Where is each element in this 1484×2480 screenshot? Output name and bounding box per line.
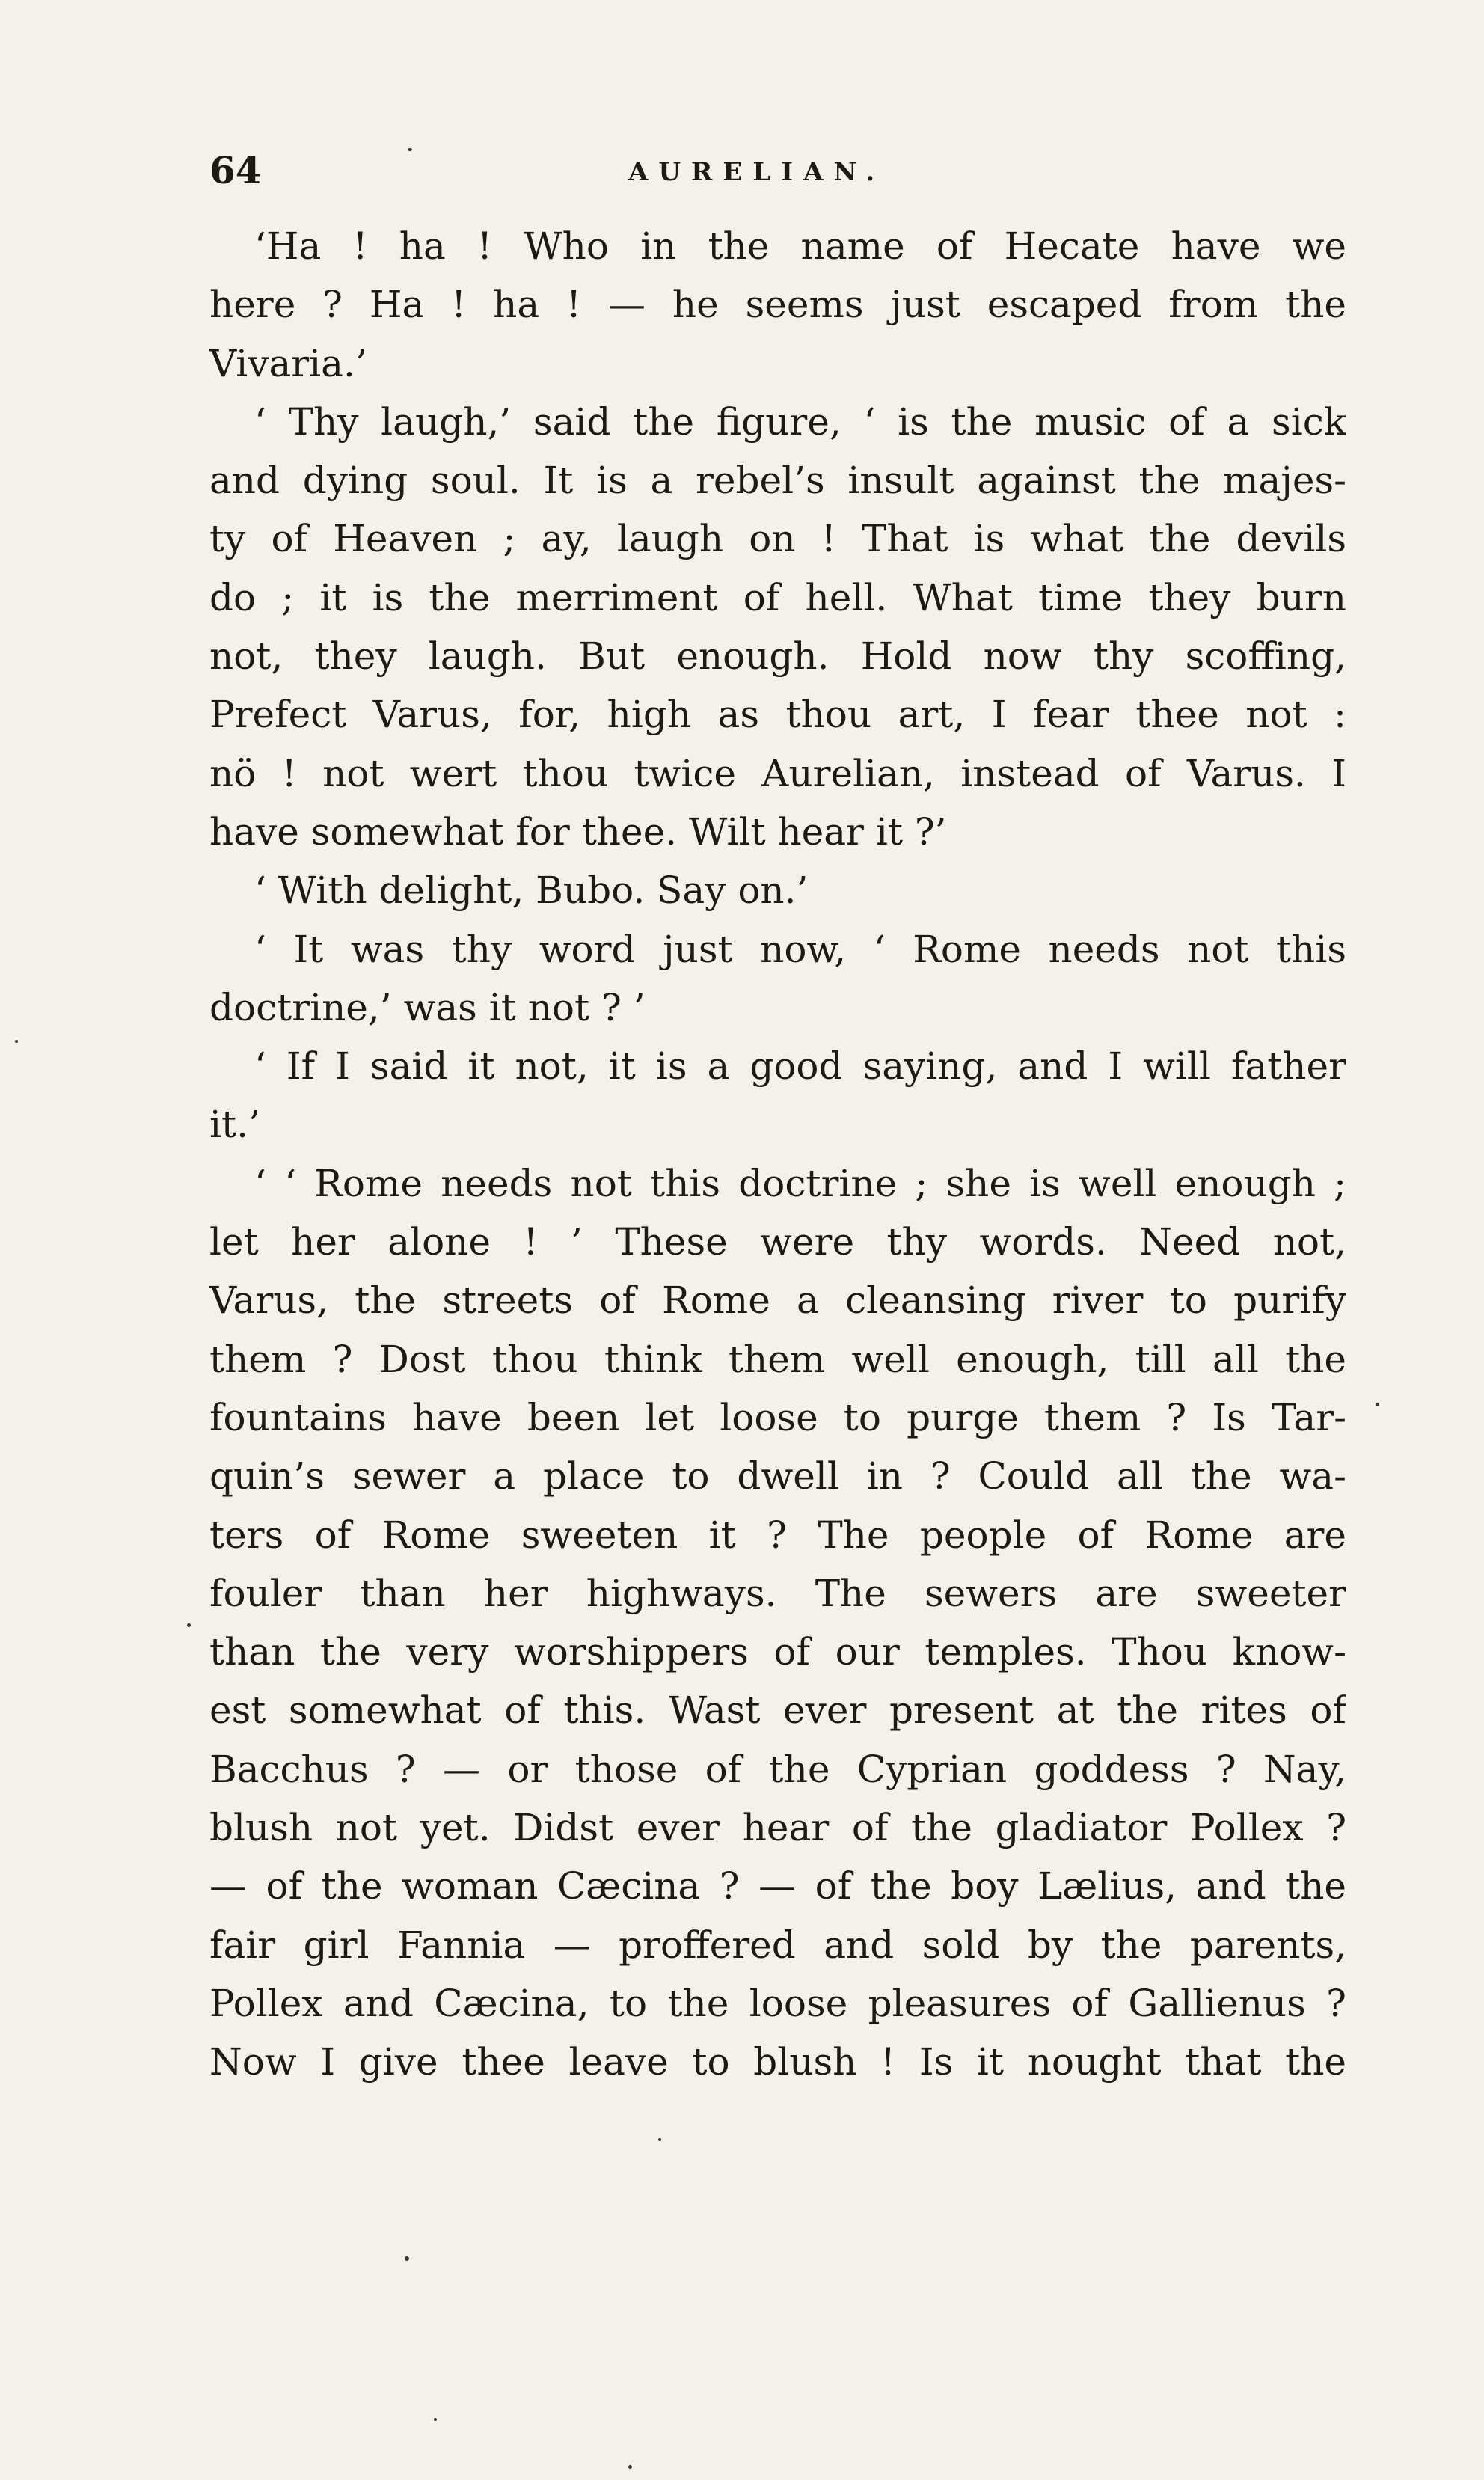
text-line: ters of Rome sweeten it ? The people of Rome are bbox=[209, 1513, 1346, 1557]
text-line: here ? Ha ! ha ! — he seems just escaped from the bbox=[209, 283, 1346, 327]
page-number: 64 bbox=[209, 148, 262, 192]
text-line: fair girl Fannia — proffered and sold by the parents, bbox=[209, 1923, 1346, 1967]
print-speck bbox=[408, 148, 412, 151]
text-line: ty of Heaven ; ay, laugh on ! That is what the devils bbox=[209, 517, 1346, 561]
body-text bbox=[209, 217, 1346, 2092]
text-line: Vivaria.’ bbox=[209, 341, 367, 385]
text-line: and dying soul. It is a rebel’s insult against the majes- bbox=[209, 459, 1346, 503]
print-speck bbox=[628, 2465, 632, 2469]
text-line: not, they laugh. But enough. Hold now thy scoffing, bbox=[209, 634, 1346, 679]
text-line: fountains have been let loose to purge them ? Is Tar- bbox=[209, 1395, 1346, 1439]
text-line: nö ! not wert thou twice Aurelian, instead of Varus. I bbox=[209, 751, 1346, 795]
text-line: Bacchus ? — or those of the Cyprian goddess ? Nay, bbox=[209, 1747, 1346, 1791]
text-line: ‘ ‘ Rome needs not this doctrine ; she is well enough ; bbox=[254, 1161, 1346, 1205]
print-speck bbox=[434, 2418, 437, 2421]
running-title: AURELIAN. bbox=[628, 157, 886, 187]
print-speck bbox=[405, 2256, 409, 2261]
text-line: ‘Ha ! ha ! Who in the name of Hecate have we bbox=[254, 224, 1346, 268]
text-line: doctrine,’ was it not ? ’ bbox=[209, 985, 646, 1029]
text-line: do ; it is the merriment of hell. What time they burn bbox=[209, 575, 1346, 619]
text-line: Now I give thee leave to blush ! Is it nought that the bbox=[209, 2040, 1346, 2084]
text-line: than the very worshippers of our temples. Thou know- bbox=[209, 1630, 1346, 1674]
text-line: — of the woman Cæcina ? — of the boy Lælius, and the bbox=[209, 1864, 1346, 1908]
text-line: Varus, the streets of Rome a cleansing river to purify bbox=[209, 1279, 1346, 1323]
text-line: quin’s sewer a place to dwell in ? Could all the wa- bbox=[209, 1454, 1346, 1498]
page-header bbox=[209, 148, 1346, 193]
print-speck bbox=[187, 1623, 191, 1627]
text-line: them ? Dost thou think them well enough, till all the bbox=[209, 1337, 1346, 1381]
text-line: Prefect Varus, for, high as thou art, I fear thee not : bbox=[209, 693, 1346, 737]
text-line: have somewhat for thee. Wilt hear it ?’ bbox=[209, 809, 947, 854]
text-line: let her alone ! ’ These were thy words. Need not, bbox=[209, 1220, 1346, 1264]
text-line: est somewhat of this. Wast ever present at the rites of bbox=[209, 1688, 1346, 1733]
text-line: ‘ It was thy word just now, ‘ Rome needs not this bbox=[254, 927, 1346, 971]
text-line: ‘ If I said it not, it is a good saying, and I will father bbox=[254, 1044, 1346, 1089]
print-speck bbox=[658, 2138, 661, 2141]
text-line: fouler than her highways. The sewers are sweeter bbox=[209, 1571, 1346, 1615]
text-line: it.’ bbox=[209, 1103, 260, 1147]
print-speck bbox=[1376, 1403, 1379, 1406]
text-line: ‘ With delight, Bubo. Say on.’ bbox=[254, 869, 809, 913]
print-speck bbox=[15, 1040, 18, 1043]
text-line: blush not yet. Didst ever hear of the gladiator Pollex ? bbox=[209, 1806, 1346, 1850]
text-line: ‘ Thy laugh,’ said the figure, ‘ is the music of a sick bbox=[254, 399, 1346, 444]
text-line: Pollex and Cæcina, to the loose pleasures of Gallienus ? bbox=[209, 1981, 1346, 2025]
